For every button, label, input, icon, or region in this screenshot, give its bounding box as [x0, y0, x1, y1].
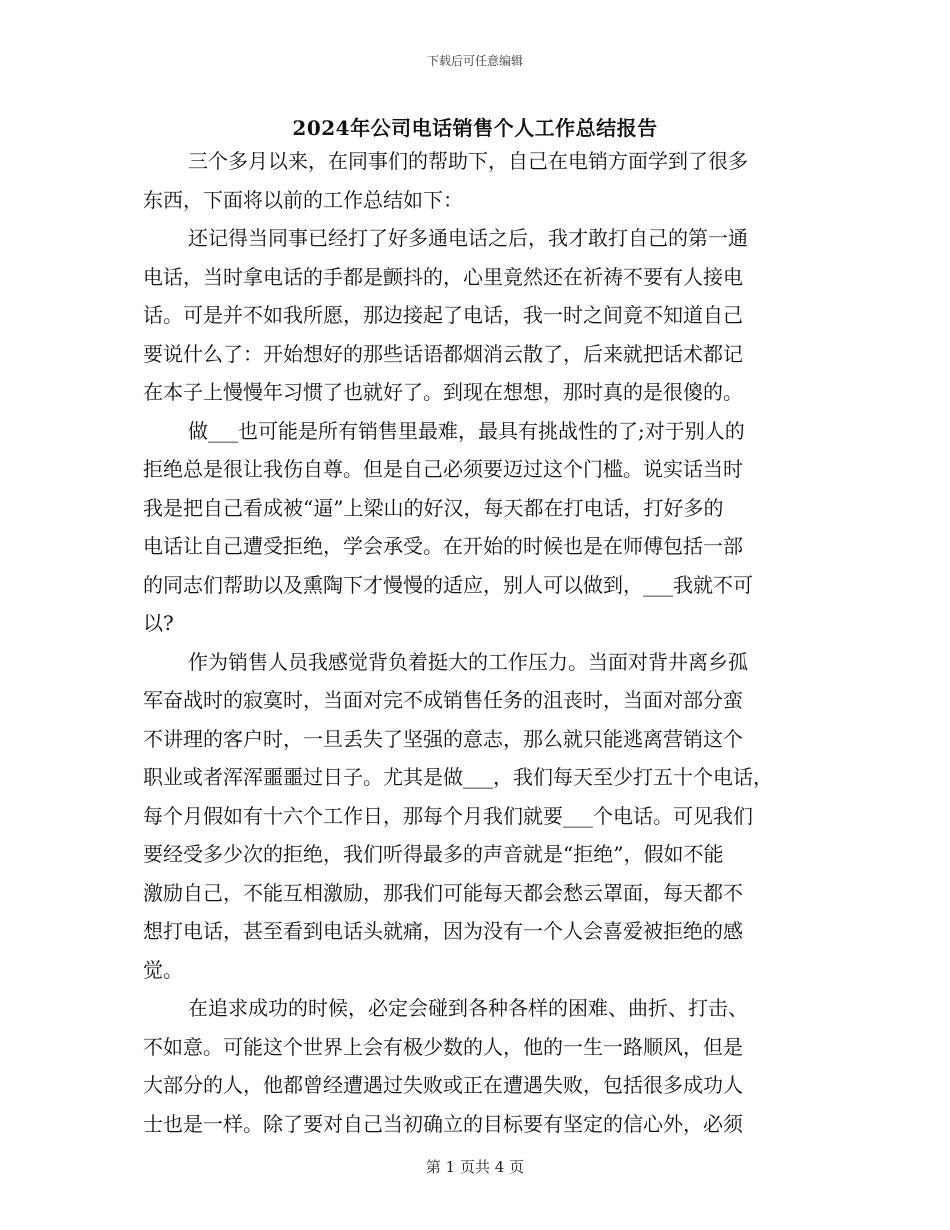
body-line: 不如意。可能这个世界上会有极少数的人，他的一生一路顺风，但是 — [143, 1034, 743, 1059]
body-line: 士也是一样。除了要对自己当初确立的目标要有坚定的信心外，必须 — [143, 1111, 743, 1136]
body-line: 东西，下面将以前的工作总结如下： — [143, 187, 463, 212]
body-line: 大部分的人，他都曾经遭遇过失败或正在遭遇失败，包括很多成功人 — [143, 1073, 743, 1097]
body-line: 每个月假如有十六个工作日，那每个月我们就要___个电话。可见我们 — [143, 803, 753, 828]
body-line: 话。可是并不如我所愿，那边接起了电话，我一时之间竟不知道自己 — [143, 303, 743, 327]
body-line: 职业或者浑浑噩噩过日子。尤其是做___，我们每天至少打五十个电话， — [143, 765, 773, 789]
body-line: 电话，当时拿电话的手都是颤抖的，心里竟然还在祈祷不要有人接电 — [143, 264, 743, 289]
body-line: 激励自己，不能互相激励，那我们可能每天都会愁云罩面，每天都不 — [143, 880, 743, 905]
body-line: 三个多月以来，在同事们的帮助下，自己在电销方面学到了很多 — [188, 149, 748, 173]
body-line: 在追求成功的时候，必定会碰到各种各样的困难、曲折、打击、 — [188, 996, 748, 1020]
body-line: 觉。 — [143, 957, 183, 982]
body-line: 我是把自己看成被“逼”上梁山的好汉，每天都在打电话，打好多的 — [143, 495, 724, 520]
body-line: 的同志们帮助以及熏陶下才慢慢的适应，别人可以做到，___我就不可 — [143, 572, 753, 597]
page-number: 第 1 页共 4 页 — [425, 1158, 525, 1176]
document-body — [143, 142, 811, 1143]
body-line: 电话让自己遭受拒绝，学会承受。在开始的时候也是在师傅包括一部 — [143, 534, 743, 558]
document-title: 2024年公司电话销售个人工作总结报告 — [292, 116, 658, 140]
body-line: 要经受多少次的拒绝，我们听得最多的声音就是“拒绝”，假如不能 — [143, 842, 724, 866]
page-header-note: 下载后可任意编辑 — [426, 54, 523, 68]
body-line: 做___也可能是所有销售里最难，最具有挑战性的了;对于别人的 — [188, 418, 745, 443]
body-line: 要说什么了：开始想好的那些话语都烟消云散了，后来就把话术都记 — [143, 341, 743, 366]
body-line: 以? — [143, 611, 174, 635]
body-line: 作为销售人员我感觉背负着挺大的工作压力。当面对背井离乡孤 — [188, 649, 748, 674]
body-line: 拒绝总是很让我伤自尊。但是自己必须要迈过这个门槛。说实话当时 — [143, 457, 743, 481]
body-line: 不讲理的客户时，一旦丢失了坚强的意志，那么就只能逃离营销这个 — [143, 726, 743, 751]
body-line: 在本子上慢慢年习惯了也就好了。到现在想想，那时真的是很傻的。 — [143, 380, 743, 404]
body-line: 想打电话，甚至看到电话头就痛，因为没有一个人会喜爱被拒绝的感 — [143, 919, 743, 943]
body-line: 还记得当同事已经打了好多通电话之后，我才敢打自己的第一通 — [188, 226, 748, 250]
body-line: 军奋战时的寂寞时，当面对完不成销售任务的沮丧时，当面对部分蛮 — [143, 688, 743, 712]
